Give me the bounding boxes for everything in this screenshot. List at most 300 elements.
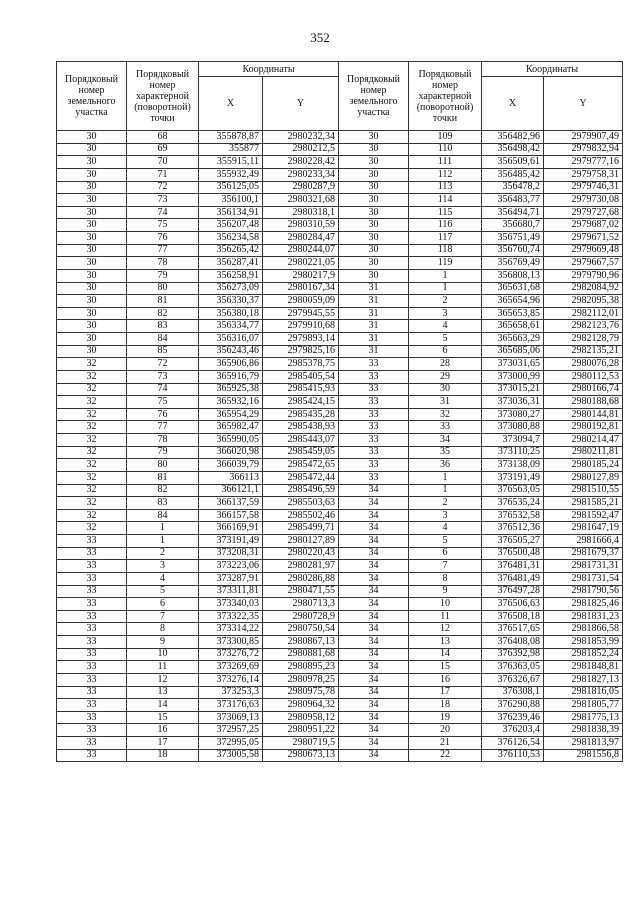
x-coordinate-cell: 365631,68	[482, 282, 544, 295]
table-row	[57, 598, 623, 611]
point-number-cell: 84	[127, 333, 199, 346]
parcel-number-cell: 34	[339, 572, 409, 585]
point-number-cell: 111	[409, 156, 482, 169]
table-row	[57, 219, 623, 232]
x-coordinate-cell: 366020,98	[199, 446, 263, 459]
x-coordinate-cell: 356330,37	[199, 295, 263, 308]
x-coordinate-cell: 365954,29	[199, 408, 263, 421]
table-row	[57, 673, 623, 686]
x-coordinate-cell: 376481,31	[482, 560, 544, 573]
parcel-number-cell: 32	[57, 370, 127, 383]
table-row	[57, 345, 623, 358]
x-coordinate-cell: 365685,06	[482, 345, 544, 358]
y-coordinate-cell: 2981805,77	[544, 699, 623, 712]
point-number-cell: 13	[409, 636, 482, 649]
table-row	[57, 156, 623, 169]
y-coordinate-cell: 2980185,24	[544, 459, 623, 472]
parcel-number-cell: 33	[339, 446, 409, 459]
x-coordinate-cell: 376563,05	[482, 484, 544, 497]
y-coordinate-cell: 2980214,47	[544, 434, 623, 447]
x-coordinate-cell: 356380,18	[199, 307, 263, 320]
parcel-number-cell: 31	[339, 320, 409, 333]
x-coordinate-cell: 373080,88	[482, 421, 544, 434]
x-coordinate-cell: 356287,41	[199, 257, 263, 270]
parcel-number-cell: 33	[57, 724, 127, 737]
point-number-cell: 5	[409, 535, 482, 548]
point-number-cell: 6	[409, 345, 482, 358]
point-number-cell: 113	[409, 181, 482, 194]
parcel-number-cell: 34	[339, 648, 409, 661]
y-coordinate-cell: 2979832,94	[544, 143, 623, 156]
y-coordinate-cell: 2980750,54	[263, 623, 339, 636]
y-coordinate-cell: 2980212,5	[263, 143, 339, 156]
x-coordinate-cell: 373138,09	[482, 459, 544, 472]
y-coordinate-cell: 2980321,68	[263, 194, 339, 207]
parcel-number-cell: 33	[339, 408, 409, 421]
parcel-number-cell: 30	[57, 269, 127, 282]
point-number-cell: 75	[127, 396, 199, 409]
y-coordinate-cell: 2981556,8	[544, 749, 623, 762]
point-number-cell: 12	[409, 623, 482, 636]
point-number-cell: 73	[127, 370, 199, 383]
parcel-number-cell: 34	[339, 522, 409, 535]
y-coordinate-cell: 2980281,97	[263, 560, 339, 573]
table-row	[57, 610, 623, 623]
parcel-number-cell: 30	[339, 244, 409, 257]
point-number-cell: 75	[127, 219, 199, 232]
x-coordinate-cell: 376508,18	[482, 610, 544, 623]
point-number-cell: 71	[127, 168, 199, 181]
parcel-number-cell: 30	[339, 131, 409, 144]
parcel-number-cell: 32	[57, 471, 127, 484]
parcel-number-cell: 32	[57, 446, 127, 459]
point-number-cell: 119	[409, 257, 482, 270]
point-number-cell: 80	[127, 459, 199, 472]
table-row	[57, 282, 623, 295]
parcel-number-cell: 33	[57, 547, 127, 560]
point-number-cell: 2	[409, 497, 482, 510]
point-number-cell: 115	[409, 206, 482, 219]
y-coordinate-cell: 2981592,47	[544, 509, 623, 522]
parcel-number-cell: 33	[57, 749, 127, 762]
y-coordinate-cell: 2980964,32	[263, 699, 339, 712]
parcel-number-cell: 30	[339, 257, 409, 270]
x-coordinate-cell: 376290,88	[482, 699, 544, 712]
point-number-cell: 28	[409, 358, 482, 371]
y-coordinate-cell: 2981790,56	[544, 585, 623, 598]
parcel-number-cell: 34	[339, 711, 409, 724]
x-coordinate-cell: 365654,96	[482, 295, 544, 308]
table-row	[57, 535, 623, 548]
y-coordinate-cell: 2985378,75	[263, 358, 339, 371]
parcel-number-cell: 34	[339, 560, 409, 573]
x-coordinate-cell: 366121,1	[199, 484, 263, 497]
x-coordinate-cell: 365653,85	[482, 307, 544, 320]
parcel-number-cell: 31	[339, 307, 409, 320]
point-number-cell: 78	[127, 257, 199, 270]
x-coordinate-cell: 373314,22	[199, 623, 263, 636]
header-coordinates: Координаты	[482, 62, 623, 77]
point-number-cell: 7	[127, 610, 199, 623]
x-coordinate-cell: 373276,14	[199, 673, 263, 686]
point-number-cell: 2	[127, 547, 199, 560]
point-number-cell: 77	[127, 244, 199, 257]
table-row	[57, 434, 623, 447]
x-coordinate-cell: 356234,58	[199, 232, 263, 245]
parcel-number-cell: 33	[339, 434, 409, 447]
x-coordinate-cell: 376203,4	[482, 724, 544, 737]
parcel-number-cell: 30	[57, 345, 127, 358]
point-number-cell: 81	[127, 295, 199, 308]
point-number-cell: 82	[127, 484, 199, 497]
point-number-cell: 82	[127, 307, 199, 320]
y-coordinate-cell: 2979671,52	[544, 232, 623, 245]
parcel-number-cell: 34	[339, 673, 409, 686]
parcel-number-cell: 30	[57, 295, 127, 308]
y-coordinate-cell: 2980975,78	[263, 686, 339, 699]
parcel-number-cell: 32	[57, 497, 127, 510]
y-coordinate-cell: 2981825,46	[544, 598, 623, 611]
point-number-cell: 74	[127, 206, 199, 219]
parcel-number-cell: 32	[57, 383, 127, 396]
x-coordinate-cell: 373005,58	[199, 749, 263, 762]
parcel-number-cell: 30	[57, 282, 127, 295]
y-coordinate-cell: 2985472,44	[263, 471, 339, 484]
point-number-cell: 112	[409, 168, 482, 181]
point-number-cell: 8	[409, 572, 482, 585]
point-number-cell: 10	[409, 598, 482, 611]
point-number-cell: 17	[409, 686, 482, 699]
y-coordinate-cell: 2982128,79	[544, 333, 623, 346]
y-coordinate-cell: 2981813,97	[544, 737, 623, 750]
y-coordinate-cell: 2982095,38	[544, 295, 623, 308]
y-coordinate-cell: 2980233,34	[263, 168, 339, 181]
parcel-number-cell: 34	[339, 598, 409, 611]
x-coordinate-cell: 356207,48	[199, 219, 263, 232]
point-number-cell: 73	[127, 194, 199, 207]
point-number-cell: 29	[409, 370, 482, 383]
y-coordinate-cell: 2985499,71	[263, 522, 339, 535]
y-coordinate-cell: 2985415,93	[263, 383, 339, 396]
table-row	[57, 358, 623, 371]
x-coordinate-cell: 356494,71	[482, 206, 544, 219]
x-coordinate-cell: 373110,25	[482, 446, 544, 459]
table-row	[57, 572, 623, 585]
parcel-number-cell: 30	[57, 156, 127, 169]
page-number: 352	[310, 30, 330, 45]
x-coordinate-cell: 356243,46	[199, 345, 263, 358]
point-number-cell: 109	[409, 131, 482, 144]
point-number-cell: 77	[127, 421, 199, 434]
y-coordinate-cell: 2980728,9	[263, 610, 339, 623]
point-number-cell: 9	[409, 585, 482, 598]
y-coordinate-cell: 2980232,34	[263, 131, 339, 144]
x-coordinate-cell: 356100,1	[199, 194, 263, 207]
parcel-number-cell: 33	[339, 396, 409, 409]
table-row	[57, 257, 623, 270]
parcel-number-cell: 32	[57, 522, 127, 535]
x-coordinate-cell: 373276,72	[199, 648, 263, 661]
point-number-cell: 72	[127, 358, 199, 371]
parcel-number-cell: 30	[57, 168, 127, 181]
point-number-cell: 14	[127, 699, 199, 712]
y-coordinate-cell: 2980958,12	[263, 711, 339, 724]
point-number-cell: 11	[127, 661, 199, 674]
parcel-number-cell: 30	[57, 333, 127, 346]
y-coordinate-cell: 2982084,92	[544, 282, 623, 295]
y-coordinate-cell: 2980978,25	[263, 673, 339, 686]
table-row	[57, 143, 623, 156]
x-coordinate-cell: 373031,65	[482, 358, 544, 371]
parcel-number-cell: 34	[339, 623, 409, 636]
table-row	[57, 484, 623, 497]
point-number-cell: 70	[127, 156, 199, 169]
parcel-number-cell: 30	[339, 143, 409, 156]
y-coordinate-cell: 2981510,55	[544, 484, 623, 497]
x-coordinate-cell: 373311,81	[199, 585, 263, 598]
header-y: Y	[544, 77, 623, 131]
point-number-cell: 17	[127, 737, 199, 750]
y-coordinate-cell: 2980951,22	[263, 724, 339, 737]
y-coordinate-cell: 2980192,81	[544, 421, 623, 434]
x-coordinate-cell: 373322,35	[199, 610, 263, 623]
x-coordinate-cell: 366113	[199, 471, 263, 484]
y-coordinate-cell: 2980166,74	[544, 383, 623, 396]
x-coordinate-cell: 356509,61	[482, 156, 544, 169]
point-number-cell: 11	[409, 610, 482, 623]
parcel-number-cell: 31	[339, 282, 409, 295]
x-coordinate-cell: 376497,28	[482, 585, 544, 598]
y-coordinate-cell: 2980112,53	[544, 370, 623, 383]
x-coordinate-cell: 376505,27	[482, 535, 544, 548]
y-coordinate-cell: 2981838,39	[544, 724, 623, 737]
point-number-cell: 68	[127, 131, 199, 144]
table-row	[57, 623, 623, 636]
y-coordinate-cell: 2981816,05	[544, 686, 623, 699]
parcel-number-cell: 30	[339, 168, 409, 181]
y-coordinate-cell: 2980211,81	[544, 446, 623, 459]
parcel-number-cell: 31	[339, 345, 409, 358]
y-coordinate-cell: 2985424,15	[263, 396, 339, 409]
parcel-number-cell: 30	[57, 232, 127, 245]
table-row	[57, 661, 623, 674]
table-row	[57, 307, 623, 320]
x-coordinate-cell: 356134,91	[199, 206, 263, 219]
x-coordinate-cell: 372995,05	[199, 737, 263, 750]
point-number-cell: 3	[409, 307, 482, 320]
parcel-number-cell: 34	[339, 749, 409, 762]
x-coordinate-cell: 373191,49	[482, 471, 544, 484]
parcel-number-cell: 32	[57, 434, 127, 447]
point-number-cell: 84	[127, 509, 199, 522]
x-coordinate-cell: 355915,11	[199, 156, 263, 169]
parcel-number-cell: 34	[339, 484, 409, 497]
y-coordinate-cell: 2979825,16	[263, 345, 339, 358]
x-coordinate-cell: 356485,42	[482, 168, 544, 181]
x-coordinate-cell: 373015,21	[482, 383, 544, 396]
point-number-cell: 76	[127, 408, 199, 421]
x-coordinate-cell: 356680,7	[482, 219, 544, 232]
x-coordinate-cell: 356265,42	[199, 244, 263, 257]
parcel-number-cell: 30	[339, 194, 409, 207]
point-number-cell: 6	[127, 598, 199, 611]
table-row	[57, 408, 623, 421]
y-coordinate-cell: 2980220,43	[263, 547, 339, 560]
y-coordinate-cell: 2979907,49	[544, 131, 623, 144]
point-number-cell: 116	[409, 219, 482, 232]
x-coordinate-cell: 356483,77	[482, 194, 544, 207]
x-coordinate-cell: 365906,86	[199, 358, 263, 371]
y-coordinate-cell: 2981853,99	[544, 636, 623, 649]
x-coordinate-cell: 373340,03	[199, 598, 263, 611]
point-number-cell: 1	[127, 535, 199, 548]
y-coordinate-cell: 2980318,1	[263, 206, 339, 219]
y-coordinate-cell: 2981731,54	[544, 572, 623, 585]
table-row	[57, 724, 623, 737]
point-number-cell: 118	[409, 244, 482, 257]
table-row	[57, 421, 623, 434]
table-row	[57, 471, 623, 484]
table-row	[57, 320, 623, 333]
parcel-number-cell: 33	[57, 661, 127, 674]
y-coordinate-cell: 2981585,21	[544, 497, 623, 510]
point-number-cell: 36	[409, 459, 482, 472]
parcel-number-cell: 34	[339, 699, 409, 712]
parcel-number-cell: 33	[339, 459, 409, 472]
parcel-number-cell: 30	[57, 131, 127, 144]
table-row	[57, 459, 623, 472]
parcel-number-cell: 30	[57, 219, 127, 232]
x-coordinate-cell: 372957,25	[199, 724, 263, 737]
parcel-number-cell: 30	[57, 194, 127, 207]
point-number-cell: 30	[409, 383, 482, 396]
point-number-cell: 33	[409, 421, 482, 434]
y-coordinate-cell: 2985503,63	[263, 497, 339, 510]
point-number-cell: 15	[127, 711, 199, 724]
point-number-cell: 19	[409, 711, 482, 724]
x-coordinate-cell: 365932,16	[199, 396, 263, 409]
header-parcel-number: Порядковый номер земельного участка	[339, 62, 409, 131]
x-coordinate-cell: 356273,09	[199, 282, 263, 295]
parcel-number-cell: 33	[57, 648, 127, 661]
x-coordinate-cell: 366169,91	[199, 522, 263, 535]
x-coordinate-cell: 376326,67	[482, 673, 544, 686]
point-number-cell: 7	[409, 560, 482, 573]
x-coordinate-cell: 356258,91	[199, 269, 263, 282]
table-row	[57, 370, 623, 383]
table-row	[57, 232, 623, 245]
point-number-cell: 81	[127, 471, 199, 484]
point-number-cell: 1	[409, 484, 482, 497]
x-coordinate-cell: 376363,05	[482, 661, 544, 674]
x-coordinate-cell: 356478,2	[482, 181, 544, 194]
parcel-number-cell: 33	[57, 560, 127, 573]
x-coordinate-cell: 376535,24	[482, 497, 544, 510]
x-coordinate-cell: 355932,49	[199, 168, 263, 181]
y-coordinate-cell: 2981848,81	[544, 661, 623, 674]
parcel-number-cell: 30	[339, 156, 409, 169]
x-coordinate-cell: 373094,7	[482, 434, 544, 447]
point-number-cell: 4	[409, 320, 482, 333]
y-coordinate-cell: 2985405,54	[263, 370, 339, 383]
parcel-number-cell: 33	[339, 421, 409, 434]
header-point-number: Порядковый номер характерной (поворотной) точки	[409, 62, 482, 131]
parcel-number-cell: 34	[339, 535, 409, 548]
point-number-cell: 1	[409, 269, 482, 282]
x-coordinate-cell: 356760,74	[482, 244, 544, 257]
point-number-cell: 2	[409, 295, 482, 308]
point-number-cell: 72	[127, 181, 199, 194]
table-row	[57, 522, 623, 535]
x-coordinate-cell: 376308,1	[482, 686, 544, 699]
parcel-number-cell: 33	[57, 673, 127, 686]
point-number-cell: 22	[409, 749, 482, 762]
point-number-cell: 15	[409, 661, 482, 674]
parcel-number-cell: 30	[339, 232, 409, 245]
parcel-number-cell: 33	[57, 610, 127, 623]
point-number-cell: 10	[127, 648, 199, 661]
parcel-number-cell: 34	[339, 737, 409, 750]
point-number-cell: 114	[409, 194, 482, 207]
x-coordinate-cell: 373176,63	[199, 699, 263, 712]
y-coordinate-cell: 2980310,59	[263, 219, 339, 232]
table-row	[57, 648, 623, 661]
table-row	[57, 194, 623, 207]
parcel-number-cell: 30	[57, 206, 127, 219]
point-number-cell: 18	[127, 749, 199, 762]
parcel-number-cell: 30	[57, 257, 127, 270]
x-coordinate-cell: 373000,99	[482, 370, 544, 383]
table-row	[57, 737, 623, 750]
parcel-number-cell: 33	[57, 711, 127, 724]
parcel-number-cell: 33	[57, 737, 127, 750]
point-number-cell: 3	[127, 560, 199, 573]
x-coordinate-cell: 366137,59	[199, 497, 263, 510]
parcel-number-cell: 33	[57, 535, 127, 548]
y-coordinate-cell: 2980881,68	[263, 648, 339, 661]
parcel-number-cell: 30	[339, 181, 409, 194]
x-coordinate-cell: 376517,65	[482, 623, 544, 636]
x-coordinate-cell: 356751,49	[482, 232, 544, 245]
parcel-number-cell: 34	[339, 724, 409, 737]
table-row	[57, 636, 623, 649]
parcel-number-cell: 30	[339, 269, 409, 282]
y-coordinate-cell: 2980286,88	[263, 572, 339, 585]
parcel-number-cell: 30	[57, 181, 127, 194]
header-point-number: Порядковый номер характерной (поворотной) точки	[127, 62, 199, 131]
y-coordinate-cell: 2981666,4	[544, 535, 623, 548]
parcel-number-cell: 33	[339, 383, 409, 396]
y-coordinate-cell: 2979667,57	[544, 257, 623, 270]
y-coordinate-cell: 2979687,02	[544, 219, 623, 232]
point-number-cell: 35	[409, 446, 482, 459]
x-coordinate-cell: 373253,3	[199, 686, 263, 699]
point-number-cell: 32	[409, 408, 482, 421]
point-number-cell: 110	[409, 143, 482, 156]
y-coordinate-cell: 2982123,76	[544, 320, 623, 333]
y-coordinate-cell: 2980244,07	[263, 244, 339, 257]
y-coordinate-cell: 2980228,42	[263, 156, 339, 169]
x-coordinate-cell: 373223,06	[199, 560, 263, 573]
point-number-cell: 20	[409, 724, 482, 737]
y-coordinate-cell: 2985502,46	[263, 509, 339, 522]
point-number-cell: 1	[409, 471, 482, 484]
x-coordinate-cell: 373036,31	[482, 396, 544, 409]
table-row	[57, 749, 623, 762]
y-coordinate-cell: 2981866,58	[544, 623, 623, 636]
table-row	[57, 711, 623, 724]
table-row	[57, 131, 623, 144]
